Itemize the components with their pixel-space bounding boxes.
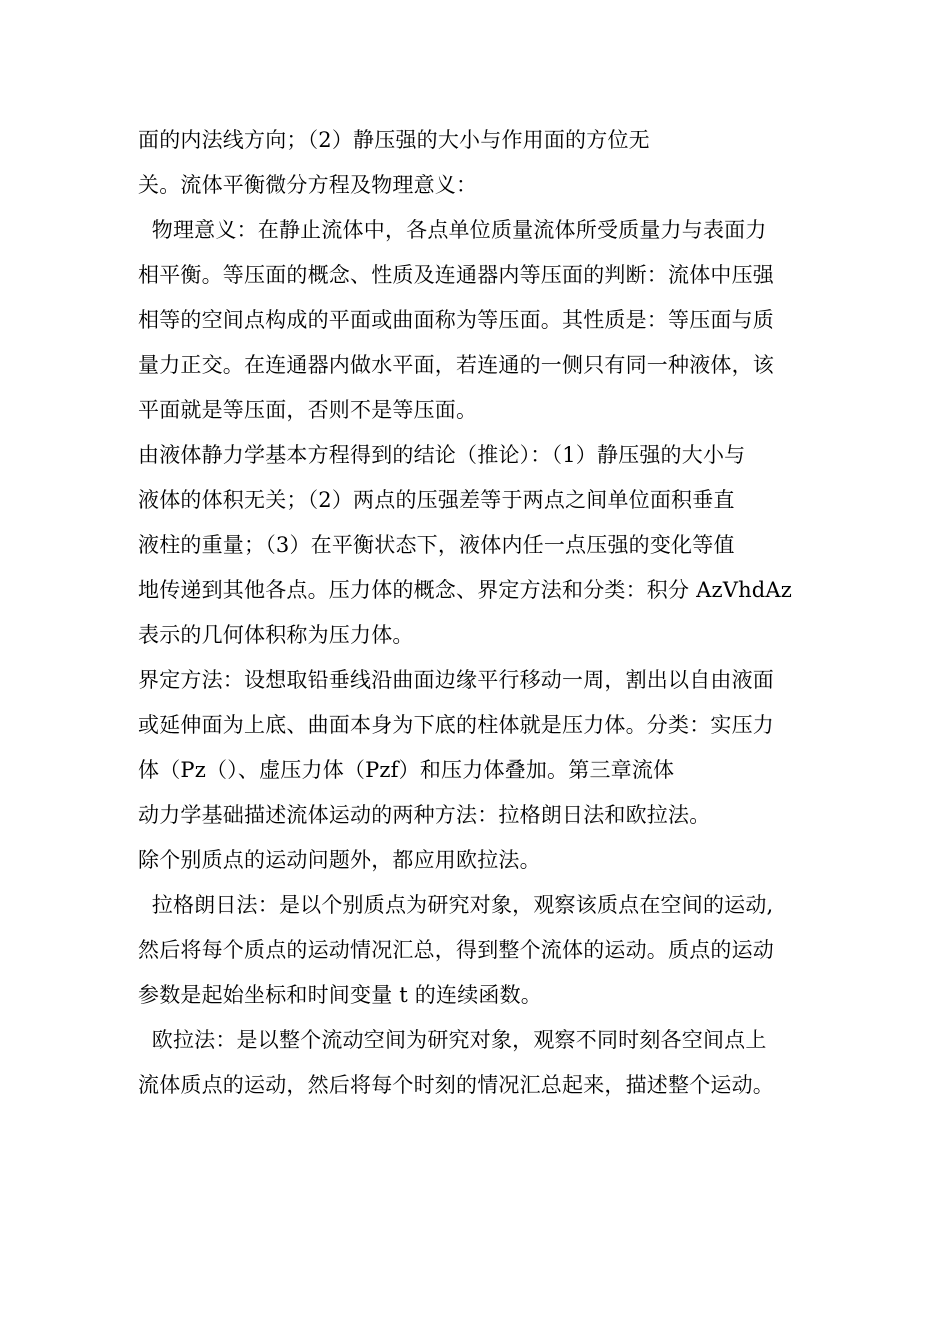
text-line: 面的内法线方向；（2）静压强的大小与作用面的方位无	[138, 128, 650, 152]
text-line: 量力正交。在连通器内做水平面，若连通的一侧只有同一种液体，该	[138, 353, 774, 377]
text-line: 界定方法：设想取铅垂线沿曲面边缘平行移动一周，割出以自由液面	[138, 668, 774, 692]
text-line: 表示的几何体积称为压力体。	[138, 623, 414, 647]
text-line: 物理意义：在静止流体中，各点单位质量流体所受质量力与表面力	[138, 218, 767, 242]
text-line: 地传递到其他各点。压力体的概念、界定方法和分类：积分 AzVhdAz	[138, 578, 793, 602]
text-line: 液体的体积无关；（2）两点的压强差等于两点之间单位面积垂直	[138, 488, 735, 512]
text-line: 相等的空间点构成的平面或曲面称为等压面。其性质是：等压面与质	[138, 308, 774, 332]
text-line: 参数是起始坐标和时间变量 t 的连续函数。	[138, 983, 542, 1007]
text-line: 由液体静力学基本方程得到的结论（推论）：（1）静压强的大小与	[138, 443, 746, 467]
text-line: 流体质点的运动，然后将每个时刻的情况汇总起来，描述整个运动。	[138, 1073, 774, 1097]
text-line: 体（Pz（）、虚压力体（Pzf）和压力体叠加。第三章流体	[138, 758, 675, 782]
text-line: 动力学基础描述流体运动的两种方法：拉格朗日法和欧拉法。	[138, 803, 711, 827]
body-text	[138, 118, 828, 1108]
text-line: 欧拉法：是以整个流动空间为研究对象，观察不同时刻各空间点上	[138, 1028, 767, 1052]
text-line: 拉格朗日法：是以个别质点为研究对象，观察该质点在空间的运动,	[138, 893, 774, 917]
text-line: 或延伸面为上底、曲面本身为下底的柱体就是压力体。分类：实压力	[138, 713, 774, 737]
text-line: 除个别质点的运动问题外，都应用欧拉法。	[138, 848, 541, 872]
text-line: 关。流体平衡微分方程及物理意义：	[138, 173, 478, 197]
text-line: 液柱的重量；（3）在平衡状态下，液体内任一点压强的变化等值	[138, 533, 735, 557]
text-line: 平面就是等压面，否则不是等压面。	[138, 398, 478, 422]
text-line: 相平衡。等压面的概念、性质及连通器内等压面的判断：流体中压强	[138, 263, 774, 287]
text-line: 然后将每个质点的运动情况汇总，得到整个流体的运动。质点的运动	[138, 938, 774, 962]
